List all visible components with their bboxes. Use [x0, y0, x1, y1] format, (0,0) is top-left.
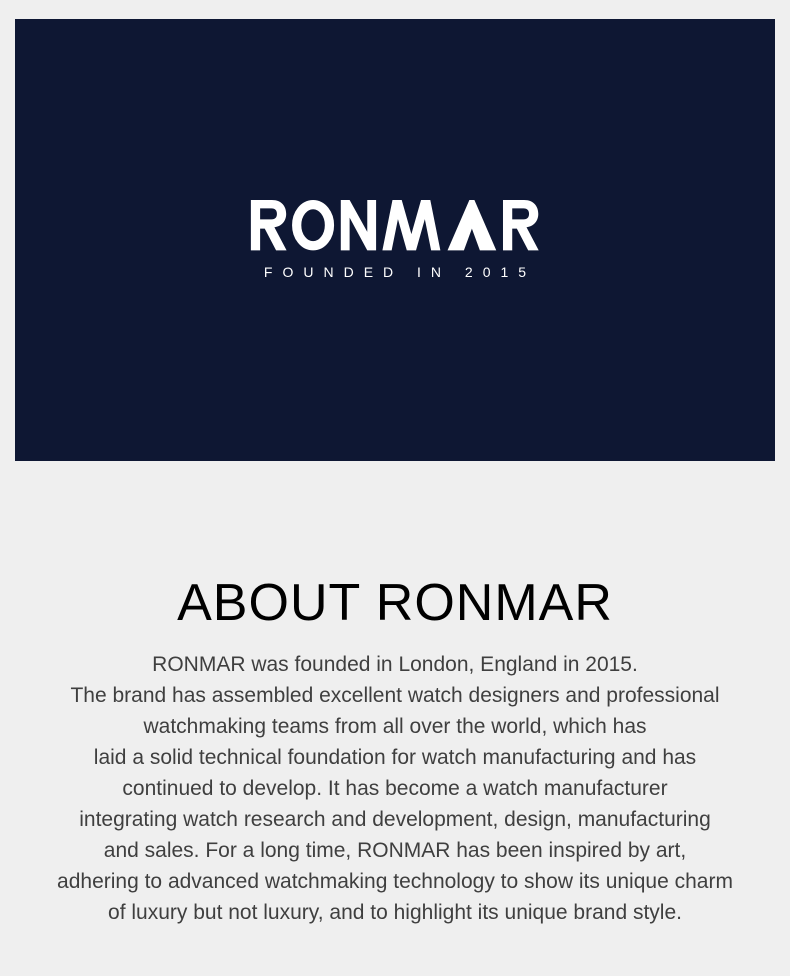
brand-banner — [15, 19, 775, 461]
brand-tagline: FOUNDED IN 2015 — [263, 263, 537, 280]
about-paragraph — [0, 649, 790, 928]
page — [0, 19, 790, 976]
about-line: watchmaking teams from all over the world, which has — [143, 715, 647, 738]
ronmar-wordmark-icon — [250, 200, 540, 250]
ronmar-logo — [250, 200, 540, 279]
about-line: RONMAR was founded in London, England in 2015. — [152, 653, 638, 676]
about-line: integrating watch research and development, design, manufacturing — [79, 808, 711, 831]
about-line: The brand has assembled excellent watch designers and professional — [70, 684, 720, 707]
about-title: ABOUT RONMAR — [177, 574, 613, 632]
about-line: laid a solid technical foundation for watch manufacturing and has — [93, 746, 697, 769]
about-line: and sales. For a long time, RONMAR has been inspired by art, — [103, 839, 687, 862]
about-line: of luxury but not luxury, and to highlight its unique brand style. — [108, 901, 682, 924]
about-line: adhering to advanced watchmaking technology to show its unique charm — [57, 870, 733, 893]
about-line: continued to develop. It has become a watch manufacturer — [122, 777, 668, 800]
